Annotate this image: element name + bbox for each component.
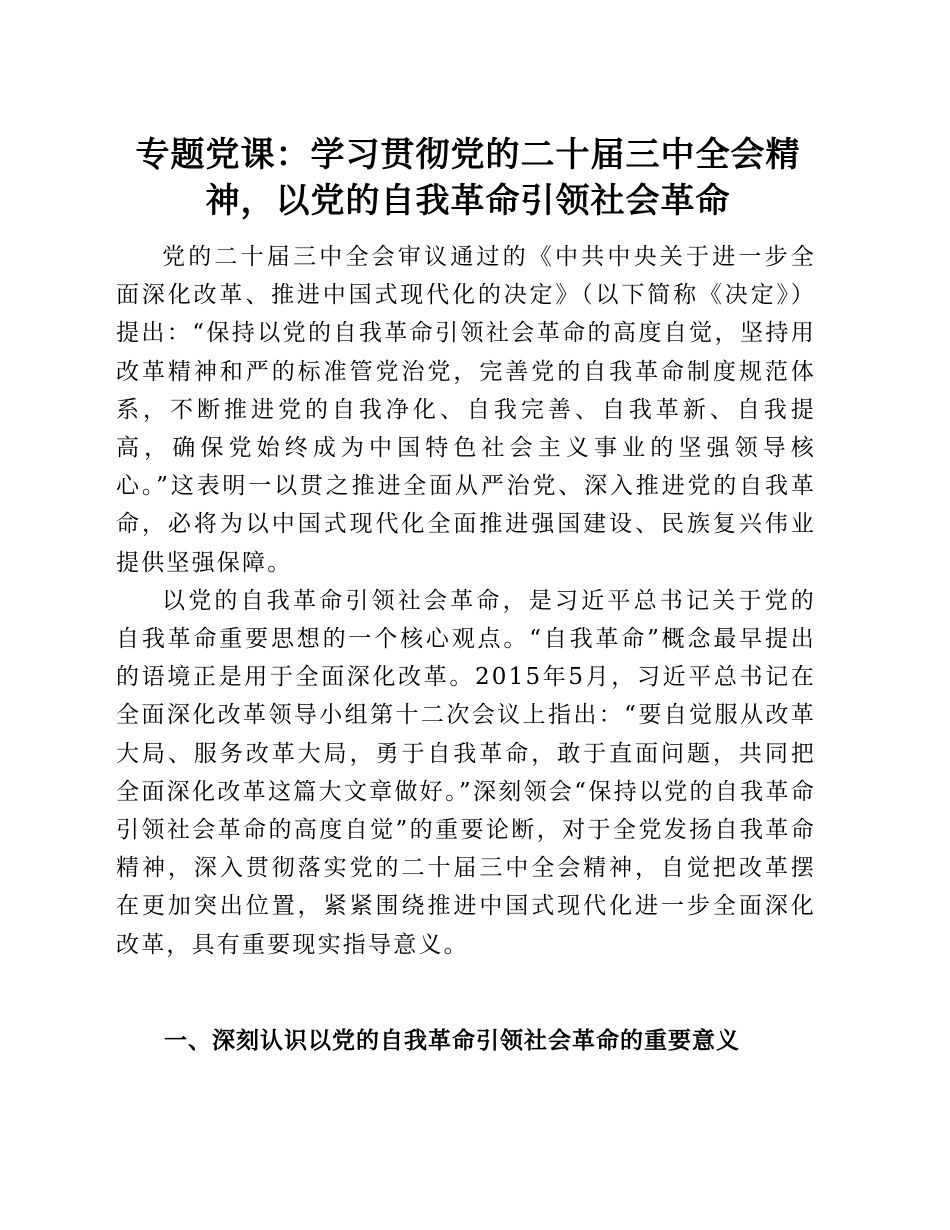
title-line-2: 神，以党的自我革命引领社会革命 xyxy=(205,181,731,221)
title-line-1: 专题党课：学习贯彻党的二十届三中全会精 xyxy=(135,135,801,175)
section-heading: 一、深刻认识以党的自我革命引领社会革命的重要意义 xyxy=(164,1028,740,1054)
document-title xyxy=(118,132,818,224)
paragraph-1: 党的二十届三中全会审议通过的《中共中央关于进一步全面深化改革、推进中国式现代化的决定》（以下简称《决定》）提出：“保持以党的自我革命引领社会革命的高度自觉，坚持用改革精神和严的标准管党治党，完善党的自我革命制度规范体系，不断推进党的自我净化、自我完善、自我革新、自我提高，确保党始终成为中国特色社会主义事业的坚强领导核心。”这表明一以贯之推进全面从严治党、深入推进党的自我革命，必将为以中国式现代化全面推进强国建设、民族复兴伟业提供坚强保障。 xyxy=(116,244,816,576)
document-body xyxy=(116,238,816,964)
paragraph-2: 以党的自我革命引领社会革命，是习近平总书记关于党的自我革命重要思想的一个核心观点。“自我革命”概念最早提出的语境正是用于全面深化改革。2015年5月，习近平总书记在全面深化改革领导小组第十二次会议上指出：“要自觉服从改革大局、服务改革大局，勇于自我革命，敢于直面问题，共同把全面深化改革这篇大文章做好。”深刻领会“保持以党的自我革命引领社会革命的高度自觉”的重要论断，对于全党发扬自我革命精神，深入贯彻落实党的二十届三中全会精神，自觉把改革摆在更加突出位置，紧紧围绕推进中国式现代化进一步全面深化改革，具有重要现实指导意义。 xyxy=(116,587,816,958)
